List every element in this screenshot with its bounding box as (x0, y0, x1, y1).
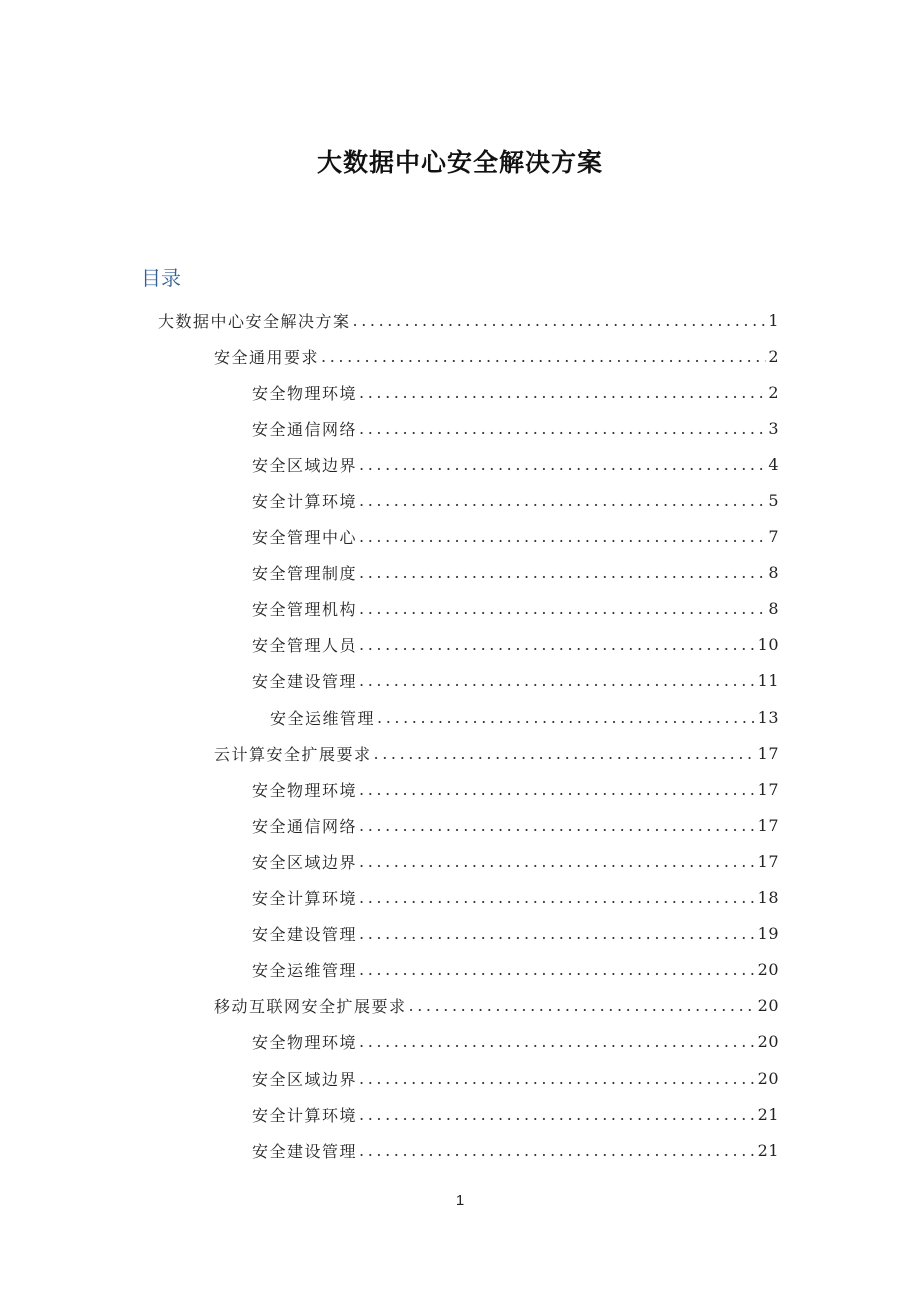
toc-dot-leader (359, 1141, 756, 1160)
toc-dot-leader (359, 671, 756, 690)
toc-entry-text: 安全物理环境 (252, 383, 358, 403)
toc-dot-leader (321, 347, 766, 366)
toc-entry-text: 安全建设管理 (252, 672, 358, 692)
toc-entry-text: 安全运维管理 (270, 708, 376, 728)
toc-dot-leader (359, 563, 766, 582)
toc-entry-text: 安全区域边界 (252, 1069, 358, 1089)
toc-entry-text: 云计算安全扩展要求 (214, 744, 372, 764)
toc-dot-leader (359, 455, 766, 474)
toc-entry-page: 20 (757, 996, 779, 1016)
toc-entry-page: 10 (757, 635, 779, 655)
toc-entry-page: 2 (768, 346, 779, 366)
toc-entry[interactable] (0, 1060, 920, 1096)
toc-entry-text: 安全计算环境 (252, 889, 358, 909)
toc-entry[interactable] (0, 735, 920, 771)
toc-entry-page: 11 (757, 671, 779, 691)
toc-entry-page: 17 (757, 815, 779, 835)
toc-entry-page: 17 (757, 851, 779, 871)
toc-entry-page: 20 (757, 1068, 779, 1088)
toc-entry-text: 安全建设管理 (252, 1141, 358, 1161)
toc-entry[interactable] (0, 446, 920, 482)
toc-entry-text: 安全管理人员 (252, 636, 358, 656)
toc-entry-page: 4 (768, 454, 779, 474)
toc-dot-leader (359, 852, 756, 871)
toc-entry-page: 8 (768, 599, 779, 619)
toc-entry[interactable] (0, 591, 920, 627)
toc-entry-text: 安全通信网络 (252, 419, 358, 439)
toc-entry[interactable] (0, 988, 920, 1024)
toc-entry-text: 安全通信网络 (252, 816, 358, 836)
toc-dot-leader (359, 1105, 756, 1124)
toc-entry[interactable] (0, 952, 920, 988)
toc-entry[interactable] (0, 1132, 920, 1168)
toc-dot-leader (359, 599, 766, 618)
toc-entry-page: 18 (757, 888, 779, 908)
toc-entry-page: 20 (757, 1032, 779, 1052)
toc-entry-text: 安全区域边界 (252, 455, 358, 475)
toc-dot-leader (359, 491, 766, 510)
toc-entry[interactable] (0, 916, 920, 952)
toc-entry[interactable] (0, 519, 920, 555)
toc-entry[interactable] (0, 555, 920, 591)
toc-entry-text: 安全管理机构 (252, 600, 358, 620)
toc-entry-text: 安全计算环境 (252, 1105, 358, 1125)
toc-dot-leader (359, 924, 756, 943)
toc-entry[interactable] (0, 843, 920, 879)
toc-entry-text: 安全区域边界 (252, 852, 358, 872)
page-number: 1 (455, 1192, 465, 1209)
toc-entry-page: 13 (757, 707, 779, 727)
toc-entry-text: 移动互联网安全扩展要求 (214, 997, 407, 1017)
toc-entry[interactable] (0, 807, 920, 843)
toc-entry[interactable] (0, 880, 920, 916)
toc-entry-text: 安全管理中心 (252, 528, 358, 548)
table-of-contents (0, 302, 920, 1168)
toc-entry-text: 大数据中心安全解决方案 (158, 311, 351, 331)
toc-entry-text: 安全物理环境 (252, 1033, 358, 1053)
toc-dot-leader (359, 635, 756, 654)
toc-entry-text: 安全管理制度 (252, 564, 358, 584)
toc-entry[interactable] (0, 1024, 920, 1060)
toc-entry-page: 21 (757, 1104, 779, 1124)
toc-dot-leader (359, 1032, 756, 1051)
toc-dot-leader (359, 383, 766, 402)
toc-dot-leader (359, 780, 756, 799)
toc-entry[interactable] (0, 338, 920, 374)
toc-dot-leader (374, 744, 756, 763)
toc-entry-text: 安全通用要求 (214, 347, 320, 367)
toc-entry[interactable] (0, 302, 920, 338)
toc-entry-text: 安全建设管理 (252, 925, 358, 945)
toc-entry-page: 20 (757, 960, 779, 980)
toc-dot-leader (377, 708, 756, 727)
toc-entry-text: 安全运维管理 (252, 961, 358, 981)
toc-dot-leader (359, 1069, 756, 1088)
toc-entry-page: 2 (768, 382, 779, 402)
toc-entry-page: 21 (757, 1140, 779, 1160)
document-title: 大数据中心安全解决方案 (316, 147, 603, 177)
toc-dot-leader (409, 996, 756, 1015)
toc-entry[interactable] (0, 1096, 920, 1132)
toc-entry-page: 17 (757, 743, 779, 763)
toc-entry[interactable] (0, 482, 920, 518)
toc-heading: 目录 (141, 266, 181, 290)
toc-dot-leader (359, 960, 756, 979)
toc-entry-page: 1 (768, 310, 779, 330)
toc-entry[interactable] (0, 663, 920, 699)
toc-entry[interactable] (0, 627, 920, 663)
toc-entry-page: 3 (768, 418, 779, 438)
toc-dot-leader (359, 888, 756, 907)
toc-entry-text: 安全物理环境 (252, 780, 358, 800)
toc-entry[interactable] (0, 699, 920, 735)
toc-entry-page: 19 (757, 924, 779, 944)
toc-entry-page: 8 (768, 563, 779, 583)
toc-entry[interactable] (0, 374, 920, 410)
toc-dot-leader (359, 816, 756, 835)
toc-entry-text: 安全计算环境 (252, 492, 358, 512)
toc-dot-leader (359, 419, 766, 438)
toc-dot-leader (359, 527, 766, 546)
toc-entry[interactable] (0, 410, 920, 446)
toc-dot-leader (353, 311, 767, 330)
toc-entry-page: 5 (768, 491, 779, 511)
toc-entry-page: 17 (757, 779, 779, 799)
toc-entry-page: 7 (768, 527, 779, 547)
toc-entry[interactable] (0, 771, 920, 807)
